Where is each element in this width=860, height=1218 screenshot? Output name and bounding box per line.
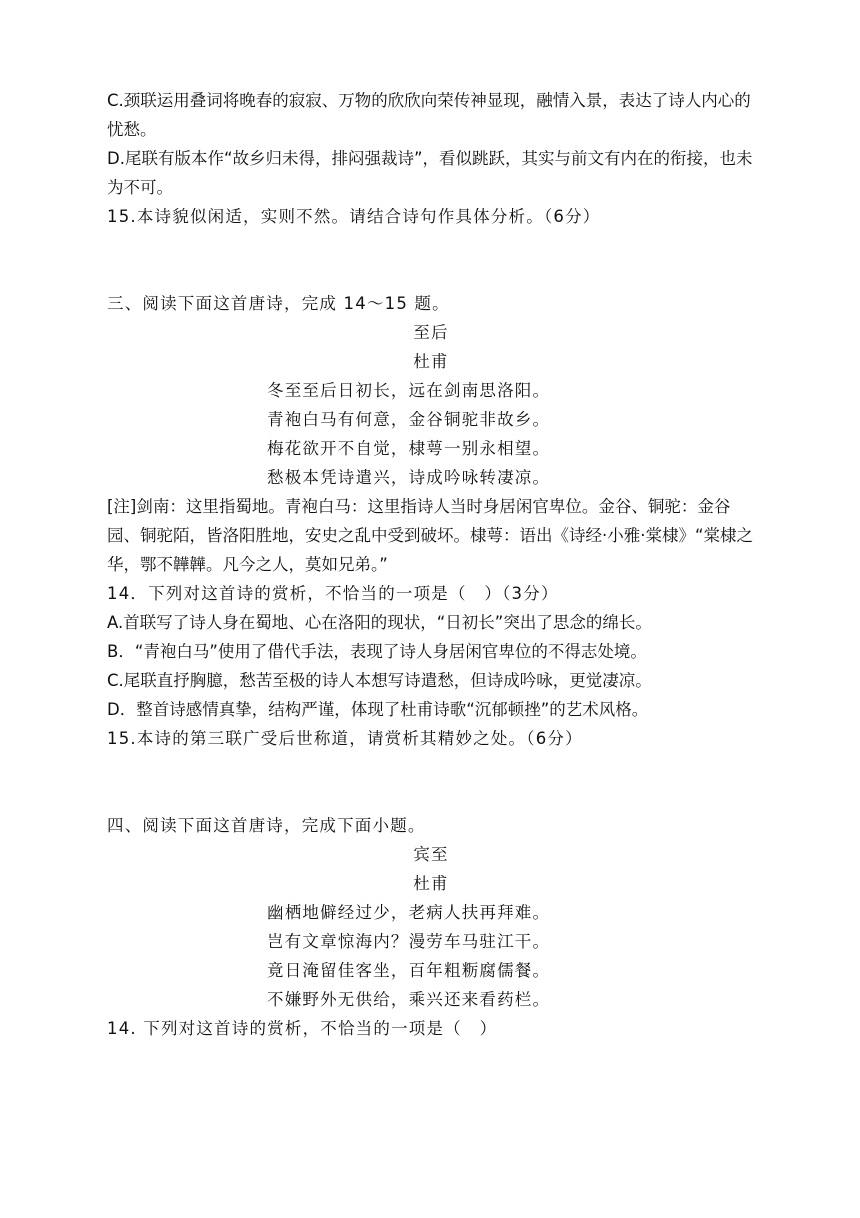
poem-line: 青袍白马有何意，金谷铜驼非故乡。 [267,410,551,429]
poem-author: 杜甫 [413,874,449,893]
option-c: C.尾联直抒胸臆，愁苦至极的诗人本想写诗遣愁，但诗成吟咏，更觉凄凉。 [107,671,652,690]
poem-line: 梅花欲开不自觉，棣萼一别永相望。 [267,439,551,458]
poem-line: 愁极本凭诗遣兴，诗成吟咏转凄凉。 [267,468,551,487]
option-c-prev: C.颈联运用叠词将晚春的寂寂、万物的欣欣向荣传神显现，融情入景，表达了诗人内心的忧愁。 [107,91,751,139]
poem-title: 宾至 [413,845,449,864]
spacer [107,231,755,289]
section-3-heading: 三、阅读下面这首唐诗，完成 14～15 题。 [107,294,450,313]
poem-title: 至后 [413,323,449,342]
section-4-heading: 四、阅读下面这首唐诗，完成下面小题。 [107,816,426,835]
question-15: 15.本诗的第三联广受后世称道，请赏析其精妙之处。（6分） [107,729,583,748]
poem-note: [注]剑南：这里指蜀地。青袍白马：这里指诗人当时身居闲官卑位。金谷、铜驼：金谷园、铜驼陌，皆洛阳胜地，安史之乱中受到破坏。棣萼：语出《诗经·小雅·棠棣》“棠棣之华，鄂不韡韡。凡今之人，莫如兄弟。” [107,497,754,574]
option-d: D．整首诗感情真挚，结构严谨，体现了杜甫诗歌“沉郁顿挫”的艺术风格。 [107,700,649,719]
poem-line: 岂有文章惊海内？漫劳车马驻江干。 [267,932,551,951]
option-a: A.首联写了诗人身在蜀地、心在洛阳的现状，“日初长”突出了思念的绵长。 [107,613,652,632]
document-page [107,86,755,1043]
option-d-prev: D.尾联有版本作“故乡归未得，排闷强裁诗”，看似跳跃，其实与前文有内在的衔接，也未为不可。 [107,149,753,197]
poem-line: 幽栖地僻经过少，老病人扶再拜难。 [267,903,551,922]
option-b: B．“青袍白马”使用了借代手法，表现了诗人身居闲官卑位的不得志处境。 [107,642,647,661]
question-14-section-4: 14. 下列对这首诗的赏析，不恰当的一项是（ ） [107,1019,498,1038]
poem-line: 竟日淹留佳客坐，百年粗粝腐儒餐。 [267,961,551,980]
spacer [107,753,755,811]
poem-author: 杜甫 [413,352,449,371]
poem-line: 冬至至后日初长，远在剑南思洛阳。 [267,381,551,400]
question-15-prev: 15.本诗貌似闲适，实则不然。请结合诗句作具体分析。（6分） [107,207,601,226]
question-14: 14．下列对这首诗的赏析，不恰当的一项是（ ）（3分） [107,584,559,603]
poem-line: 不嫌野外无供给，乘兴还来看药栏。 [267,990,551,1009]
